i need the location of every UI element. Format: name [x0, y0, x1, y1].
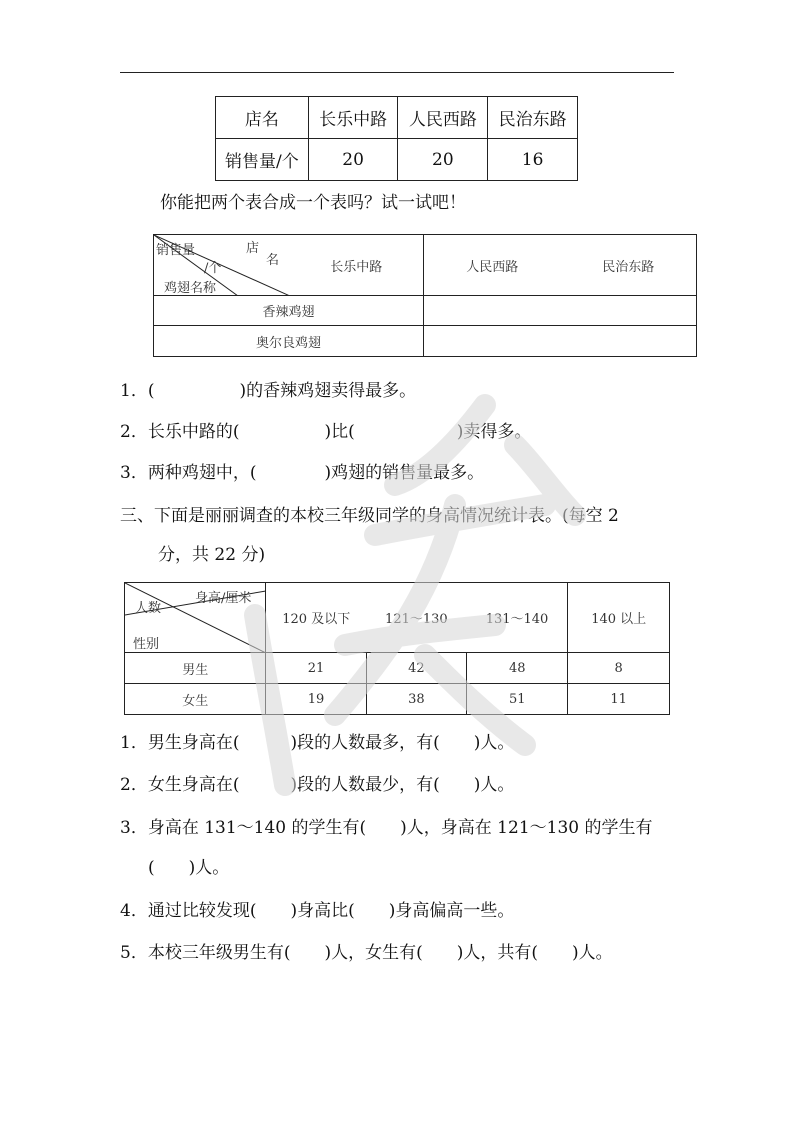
- corner-label-count: 人数: [135, 601, 162, 616]
- value-cell: 20: [398, 139, 488, 181]
- height-table: [124, 582, 670, 715]
- corner-label-store-2: 名: [266, 253, 280, 268]
- column-header: 140 以上: [568, 583, 670, 653]
- value-cell: 11: [568, 684, 670, 715]
- column-header: 121～130: [366, 583, 467, 653]
- question-item: 3．身高在 131～140 的学生有( )人，身高在 121～130 的学生有: [120, 818, 653, 838]
- value-cell: 20: [308, 139, 398, 181]
- top-rule: [120, 72, 674, 73]
- question-item: 2．长乐中路的( )比( )卖得多。: [120, 422, 532, 442]
- section-heading: 三、下面是丽丽调查的本校三年级同学的身高情况统计表。(每空 2: [120, 506, 619, 526]
- column-header: 长乐中路: [289, 235, 423, 296]
- header-cell: 长乐中路: [308, 97, 398, 139]
- corner-label-sales-2: /个: [204, 261, 222, 276]
- corner-label-height: 身高/厘米: [195, 591, 252, 606]
- row-label: 香辣鸡翅: [154, 296, 424, 326]
- column-header: 131～140: [467, 583, 568, 653]
- corner-label-sales: 销售量: [156, 243, 196, 258]
- header-cell: 店名: [216, 97, 309, 139]
- corner-label-name: 鸡翅名称: [164, 281, 217, 296]
- header-cell: 民治东路: [488, 97, 578, 139]
- value-cell: 48: [467, 653, 568, 684]
- question-item: 1．男生身高在( )段的人数最多，有( )人。: [120, 733, 515, 753]
- blank-cell[interactable]: [423, 326, 696, 357]
- row-label: 男生: [125, 653, 266, 684]
- value-cell: 42: [366, 653, 467, 684]
- question-item: 2．女生身高在( )段的人数最少，有( )人。: [120, 775, 515, 795]
- value-cell: 19: [266, 684, 366, 715]
- row-label: 奥尔良鸡翅: [154, 326, 424, 357]
- row-label: 女生: [125, 684, 266, 715]
- question-item: 3．两种鸡翅中，( )鸡翅的销售量最多。: [120, 463, 485, 483]
- value-cell: 8: [568, 653, 670, 684]
- corner-label-store: 店: [246, 241, 260, 256]
- blank-cell[interactable]: [423, 296, 696, 326]
- corner-label-gender: 性别: [133, 637, 160, 652]
- sales-table: [215, 96, 578, 181]
- question-item: 1．( )的香辣鸡翅卖得最多。: [120, 381, 417, 401]
- row-label: 销售量/个: [216, 139, 309, 181]
- question-item: 5．本校三年级男生有( )人，女生有( )人，共有( )人。: [120, 943, 613, 963]
- value-cell: 21: [266, 653, 366, 684]
- column-header: 民治东路: [560, 235, 696, 296]
- value-cell: 38: [366, 684, 467, 715]
- value-cell: 16: [488, 139, 578, 181]
- column-header: 120 及以下: [266, 583, 366, 653]
- header-cell: 人民西路: [398, 97, 488, 139]
- value-cell: 51: [467, 684, 568, 715]
- column-header: 人民西路: [423, 235, 560, 296]
- diagonal-header-cell: [125, 583, 266, 653]
- merge-table: [153, 234, 697, 357]
- question-item: 4．通过比较发现( )身高比( )身高偏高一些。: [120, 901, 515, 921]
- question-item-cont: ( )人。: [148, 858, 230, 878]
- section-heading-cont: 分，共 22 分): [158, 545, 266, 565]
- merge-prompt: 你能把两个表合成一个表吗？试一试吧！: [160, 193, 466, 213]
- diagonal-header-cell: [154, 235, 290, 296]
